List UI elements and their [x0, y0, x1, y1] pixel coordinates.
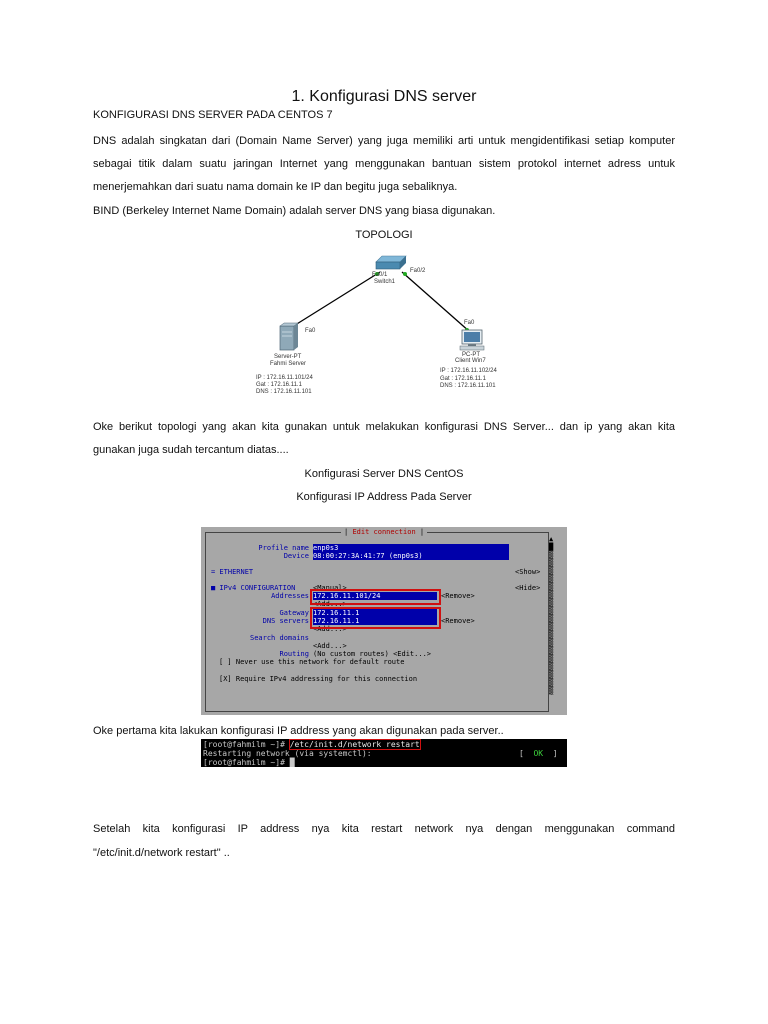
pc-gateway: Gat : 172.16.11.1: [440, 376, 486, 382]
dns-label: DNS servers: [262, 617, 309, 625]
dns-input[interactable]: 172.16.11.1: [313, 617, 437, 625]
intro-line-1: [93, 130, 675, 153]
address-remove-button[interactable]: <Remove>: [441, 592, 475, 600]
intro-line-3: menerjemahkan dari suatu nama domain ke IP dan begitu juga sebaliknya.: [93, 181, 458, 193]
scrollbar[interactable]: ▲ █ ▒ ▒ ▒ ▒ ▒ ▒ ▒ ▒ ▒ ▒ ▒ ▒ ▒ ▒ ▒ ▒ ▒ ▒: [549, 535, 554, 695]
intro-line-2: sebagai titik dalam suatu jaringan Internet yang menggunakan bantuan sistem protokol internet adress untuk: [93, 158, 675, 170]
ok-bracket: [: [519, 749, 534, 758]
intro-text: ) yang juga memiliki arti untuk mengidentifikasi setiap komputer: [349, 135, 675, 147]
sub-heading: KONFIGURASI DNS SERVER PADA CENTOS 7: [93, 109, 333, 121]
pc-type: PC-PT: [462, 352, 480, 358]
search-domains-label: Search domains: [249, 634, 309, 642]
terminal-line-1: [203, 740, 420, 749]
switch-name: Switch1: [374, 279, 396, 285]
dns-full: Domain Name Server: [239, 135, 350, 147]
dialog-title-text: Edit connection: [352, 528, 416, 536]
bind-line: [93, 200, 495, 223]
terminal-command: /etc/init.d/network restart: [289, 740, 420, 749]
address-add-button[interactable]: <Add...>: [313, 600, 347, 608]
ethernet-section: = ETHERNET: [211, 568, 254, 576]
device-input[interactable]: 08:00:27:3A:41:77 (enp0s3): [313, 552, 509, 560]
switch-port-pc-label: Fa0/2: [410, 268, 426, 274]
restart-command: "/etc/init.d/network restart": [93, 847, 221, 859]
addresses-label: Addresses: [271, 592, 309, 600]
server-name: Fahmi Server: [270, 361, 307, 367]
highlight-address: [310, 589, 441, 605]
routing-edit-button[interactable]: (No custom routes) <Edit...>: [313, 650, 432, 658]
page-heading: 1. Konfigurasi DNS server: [291, 88, 477, 105]
terminal-prompt: [root@fahmilm ~]#: [203, 740, 290, 749]
ok-text: OK: [533, 749, 544, 758]
bind-rest: adalah server DNS yang biasa digunakan.: [286, 205, 496, 217]
terminal-line-2: Restarting network (via systemctl):: [203, 749, 372, 758]
restart-desc-line-2: [93, 842, 230, 865]
pc-ip: IP : 172.16.11.102/24: [440, 368, 497, 374]
highlight-gateway-dns: [310, 607, 441, 629]
section-title: Konfigurasi Server DNS CentOS: [304, 468, 464, 480]
terminal-ok-status: [519, 749, 558, 758]
ethernet-show-button[interactable]: <Show>: [515, 568, 541, 576]
dns-remove-button[interactable]: <Remove>: [441, 617, 475, 625]
address-input[interactable]: 172.16.11.101/24: [313, 592, 437, 600]
gateway-input[interactable]: 172.16.11.1: [313, 609, 437, 617]
topology-desc-line-2: gunakan juga sudah tercantum diatas....: [93, 444, 289, 456]
topology-title: TOPOLOGI: [355, 229, 413, 241]
terminal-prompt: [root@fahmilm ~]#: [203, 758, 290, 767]
dns-add-button[interactable]: <Add...>: [313, 625, 347, 633]
search-add-button[interactable]: <Add...>: [313, 642, 347, 650]
ipv4-section: ■ IPv4 CONFIGURATION: [211, 584, 296, 592]
ipv4-hide-button[interactable]: <Hide>: [515, 584, 541, 592]
ipv4-mode-select[interactable]: <Manual>: [313, 584, 347, 592]
profile-name-label: Profile name: [258, 544, 309, 552]
section-subtitle: Konfigurasi IP Address Pada Server: [296, 491, 472, 503]
restart-desc-line-1: Setelah kita konfigurasi IP address nya kita restart network nya dengan menggunakan command: [93, 823, 675, 835]
server-gateway: Gat : 172.16.11.1: [256, 382, 302, 388]
pc-port-label: Fa0: [464, 320, 475, 326]
ok-bracket: ]: [543, 749, 558, 758]
dialog-title: | Edit connection |: [341, 528, 427, 536]
switch-icon: [376, 256, 406, 269]
pc-dns: DNS : 172.16.11.101: [440, 383, 496, 389]
dns-term: DNS: [93, 135, 117, 147]
bind-term: BIND (Berkeley Internet Name Domain): [93, 205, 287, 217]
require-ipv4-checkbox[interactable]: [X] Require IPv4 addressing for this connection: [219, 675, 418, 683]
routing-label: Routing: [279, 650, 309, 658]
pc-name: Client Win7: [455, 358, 486, 364]
pc-icon: [460, 330, 484, 350]
server-ip: IP : 172.16.11.101/24: [256, 375, 313, 381]
never-default-checkbox[interactable]: [ ] Never use this network for default route: [219, 658, 405, 666]
server-icon: [280, 323, 298, 350]
server-type: Server-PT: [274, 354, 302, 360]
topology-diagram: [250, 250, 520, 405]
topology-desc-line-1: Oke berikut topologi yang akan kita gunakan untuk melakukan konfigurasi DNS Server... dan ip yang akan kita: [93, 421, 675, 433]
server-dns: DNS : 172.16.11.101: [256, 389, 312, 395]
config-desc: Oke pertama kita lakukan konfigurasi IP address yang akan digunakan pada server..: [93, 725, 504, 737]
server-port-label: Fa0: [305, 328, 316, 334]
switch-port-server-label: Fa0/1: [372, 272, 388, 278]
terminal-screenshot: [201, 739, 567, 767]
device-label: Device: [283, 552, 309, 560]
restart-tail: ..: [220, 847, 230, 859]
intro-text: adalah singkatan dari (: [116, 135, 240, 147]
nmtui-screenshot: [201, 527, 567, 715]
profile-name-input[interactable]: enp0s3: [313, 544, 509, 552]
gateway-label: Gateway: [279, 609, 309, 617]
terminal-line-3: [root@fahmilm ~]# █: [203, 758, 295, 767]
